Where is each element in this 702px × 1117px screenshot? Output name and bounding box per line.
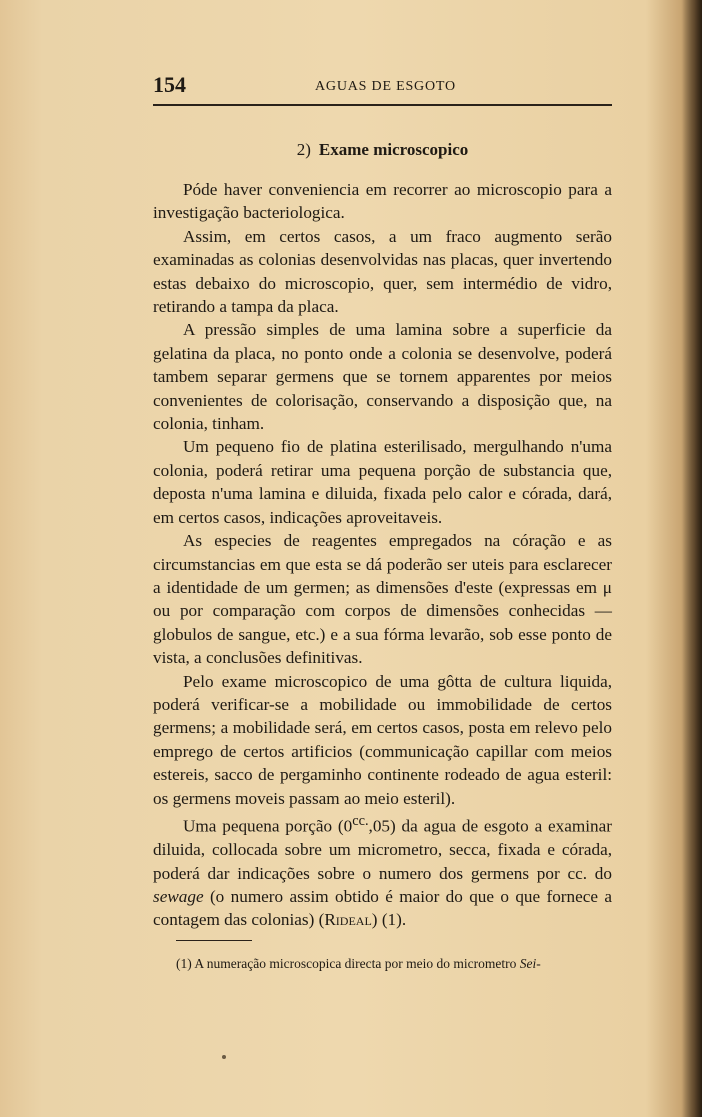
page-edge-shadow — [682, 0, 702, 1117]
section-title: Exame microscopico — [318, 140, 469, 159]
body-text — [153, 178, 612, 932]
paragraph: A pressão simples de uma lamina sobre a superficie da gelatina da placa, no ponto onde a colonia se desenvolve, poderá tambem separar germens que se tornem apparentes por meios convenientes de colorisação, conservando a disposição que, na colonia, tinham. — [153, 320, 612, 434]
paper-speck — [222, 1055, 226, 1059]
paragraph: Pelo exame microscopico de uma gôtta de cultura liquida, poderá verificar-se a mobilidade ou immobilidade de certos germens; a mobilidade será, em certos casos, posta em relevo pelo emprego de certos artificios (communicação capillar com meios estereis, sacco de pergaminho continente rodeado de agua esteril: os germens moveis passam ao meio esteril). — [153, 671, 612, 808]
section-heading — [153, 140, 612, 160]
running-title: AGUAS DE ESGOTO — [315, 79, 456, 94]
unit-superscript: cc. — [352, 812, 369, 829]
paragraph: Um pequeno fio de platina esterilisado, mergulhando n'uma colonia, poderá retirar uma pequena porção de substancia que, deposta n'uma lamina e diluida, fixada pelo calor e córada, dará, em certos casos, indicações aproveitaveis. — [153, 437, 612, 527]
footnote-rule — [176, 940, 252, 941]
footnote-text: (1) A numeração microscopica directa por meio do micrometro — [176, 956, 520, 971]
text-run: (o numero assim obtido é maior do que o que fornece a contagem das colonias) ( — [153, 886, 612, 930]
paragraph: Assim, em certos casos, a um fraco augmento serão examinadas as colonias desenvolvidas nas placas, quer invertendo estas debaixo do microscopio, quer, sem intermédio de vidro, retirando a tampa da placa. — [153, 226, 612, 317]
italic-term: sewage — [153, 886, 204, 906]
page-number: 154 — [153, 72, 186, 97]
text-run: Uma pequena porção (0 — [183, 816, 353, 836]
running-header — [153, 72, 612, 102]
text-run: ,05) da agua de esgoto a examinar diluida, collocada sobre um micrometro, secca, fixada e córada, poderá dar indicações sobre o numero dos germens por cc. do — [153, 816, 612, 883]
author-citation: Rideal — [324, 910, 372, 930]
paragraph — [153, 810, 612, 932]
header-rule — [153, 104, 612, 106]
section-number: 2) — [296, 140, 311, 159]
text-run: ) (1). — [371, 910, 407, 930]
footnote-italic: Sei- — [519, 956, 541, 971]
paragraph: Póde haver conveniencia em recorrer ao microscopio para a investigação bacteriologica. — [153, 180, 612, 223]
paragraph: As especies de reagentes empregados na córação e as circumstancias em que esta se dá poderão ser uteis para esclarecer a identidade de um germen; as dimensões d'este (expressas em μ ou por comparação com corpos de dimensões conhecidas — globulos de sangue, etc.) e a sua fórma levarão, sob esse ponto de vista, a conclusões definitivas. — [153, 531, 612, 668]
footnote — [176, 955, 612, 973]
